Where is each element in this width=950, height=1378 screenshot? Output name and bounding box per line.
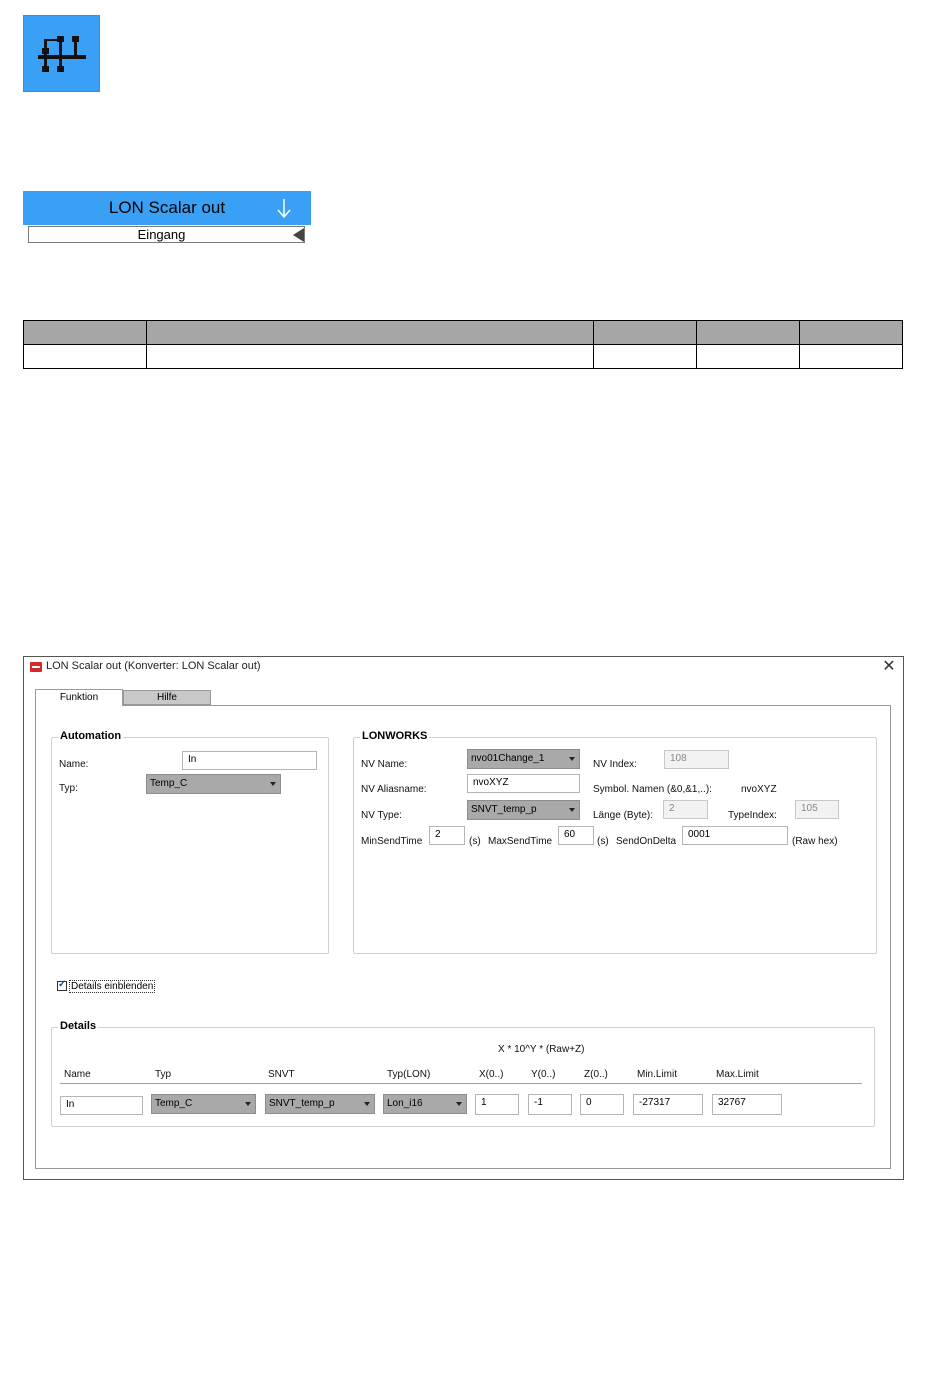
details-checkbox[interactable] — [57, 981, 67, 991]
table-header-cell — [800, 321, 903, 345]
nv-name-select[interactable] — [467, 749, 580, 769]
tab-hilfe[interactable]: Hilfe — [123, 690, 211, 705]
nv-alias-input[interactable]: nvoXYZ — [467, 774, 580, 793]
details-checkbox-label[interactable]: Details einblenden — [71, 981, 154, 992]
automation-typ-select[interactable] — [146, 774, 281, 794]
nv-index-label: NV Index: — [593, 759, 637, 770]
laenge-field: 2 — [663, 800, 708, 819]
combo-arrow-icon — [456, 1102, 462, 1106]
table-header-cell — [147, 321, 594, 345]
typeindex-field: 105 — [795, 800, 839, 819]
table-cell — [697, 345, 800, 369]
input-triangle-icon — [293, 228, 304, 242]
dialog-titlebar[interactable] — [24, 657, 903, 679]
nv-alias-label: NV Aliasname: — [361, 784, 427, 795]
combo-arrow-icon — [245, 1102, 251, 1106]
detail-typ-select[interactable] — [151, 1094, 256, 1114]
combo-arrow-icon — [569, 808, 575, 812]
col-header-typ: Typ — [155, 1069, 172, 1080]
app-icon — [30, 662, 42, 672]
automation-typ-value: Temp_C — [150, 778, 188, 789]
sendondelta-label: SendOnDelta — [616, 836, 677, 847]
details-formula: X * 10^Y * (Raw+Z) — [498, 1044, 585, 1055]
detail-typlon-value: Lon_i16 — [387, 1098, 423, 1109]
automation-name-label: Name: — [59, 759, 89, 770]
maxsendtime-unit: (s) — [597, 836, 609, 847]
nv-type-label: NV Type: — [361, 810, 402, 821]
detail-snvt-select[interactable] — [265, 1094, 375, 1114]
table-row — [24, 345, 903, 369]
details-separator — [60, 1083, 862, 1084]
col-header-name: Name — [64, 1069, 91, 1080]
nv-index-field: 108 — [664, 750, 729, 769]
network-bus-icon-graphic — [24, 16, 99, 91]
symbol-names-value: nvoXYZ — [741, 784, 777, 795]
detail-min-limit-input[interactable]: -27317 — [633, 1094, 703, 1115]
table-header-cell — [697, 321, 800, 345]
table-cell — [800, 345, 903, 369]
block-header[interactable] — [23, 191, 311, 225]
automation-title: Automation — [60, 730, 122, 742]
automation-typ-label: Typ: — [59, 783, 78, 794]
nv-type-value: SNVT_temp_p — [471, 804, 537, 815]
lonworks-title: LONWORKS — [362, 730, 428, 742]
col-header-typlon: Typ(LON) — [387, 1069, 431, 1080]
detail-max-limit-input[interactable]: 32767 — [712, 1094, 782, 1115]
minsendtime-unit: (s) — [469, 836, 481, 847]
minsendtime-label: MinSendTime — [361, 836, 423, 847]
col-header-snvt: SNVT — [268, 1069, 295, 1080]
nv-type-select[interactable] — [467, 800, 580, 820]
combo-arrow-icon — [569, 757, 575, 761]
details-title: Details — [60, 1020, 97, 1032]
col-header-z: Z(0..) — [584, 1069, 608, 1080]
close-button[interactable]: ✕ — [882, 658, 896, 675]
typeindex-label: TypeIndex: — [728, 810, 777, 821]
combo-arrow-icon — [364, 1102, 370, 1106]
sendondelta-input[interactable]: 0001 — [682, 826, 788, 845]
arrow-down-icon — [273, 196, 295, 220]
laenge-label: Länge (Byte): — [593, 810, 654, 821]
tab-funktion[interactable]: Funktion — [35, 689, 123, 706]
block-input-port[interactable] — [28, 226, 305, 243]
info-table — [23, 320, 903, 369]
tab-panel-funktion — [35, 705, 891, 1169]
col-header-x: X(0..) — [479, 1069, 504, 1080]
table-cell — [594, 345, 697, 369]
block-title: LON Scalar out — [108, 198, 226, 217]
detail-snvt-value: SNVT_temp_p — [269, 1098, 335, 1109]
col-header-max-limit: Max.Limit — [716, 1069, 759, 1080]
table-header-cell — [594, 321, 697, 345]
table-header-cell — [24, 321, 147, 345]
col-header-y: Y(0..) — [531, 1069, 556, 1080]
minsendtime-input[interactable]: 2 — [429, 826, 465, 845]
dialog-title: LON Scalar out (Konverter: LON Scalar out) — [46, 660, 261, 672]
detail-typlon-select[interactable] — [383, 1094, 467, 1114]
table-header-row — [24, 321, 903, 345]
network-bus-icon — [23, 15, 100, 92]
detail-y-input[interactable]: -1 — [528, 1094, 572, 1115]
symbol-names-label: Symbol. Namen (&0,&1,..): — [593, 784, 712, 795]
converter-dialog — [23, 656, 904, 1180]
table-cell — [147, 345, 594, 369]
automation-name-input[interactable]: In — [182, 751, 317, 770]
maxsendtime-label: MaxSendTime — [488, 836, 553, 847]
nv-name-value: nvo01Change_1 — [471, 753, 545, 764]
col-header-min-limit: Min.Limit — [637, 1069, 678, 1080]
detail-typ-value: Temp_C — [155, 1098, 193, 1109]
input-port-label: Eingang — [137, 227, 186, 242]
combo-arrow-icon — [270, 782, 276, 786]
detail-z-input[interactable]: 0 — [580, 1094, 624, 1115]
table-cell — [24, 345, 147, 369]
nv-name-label: NV Name: — [361, 759, 408, 770]
detail-name-input[interactable]: In — [60, 1096, 143, 1115]
sendondelta-unit: (Raw hex) — [792, 836, 838, 847]
maxsendtime-input[interactable]: 60 — [558, 826, 594, 845]
detail-x-input[interactable]: 1 — [475, 1094, 519, 1115]
